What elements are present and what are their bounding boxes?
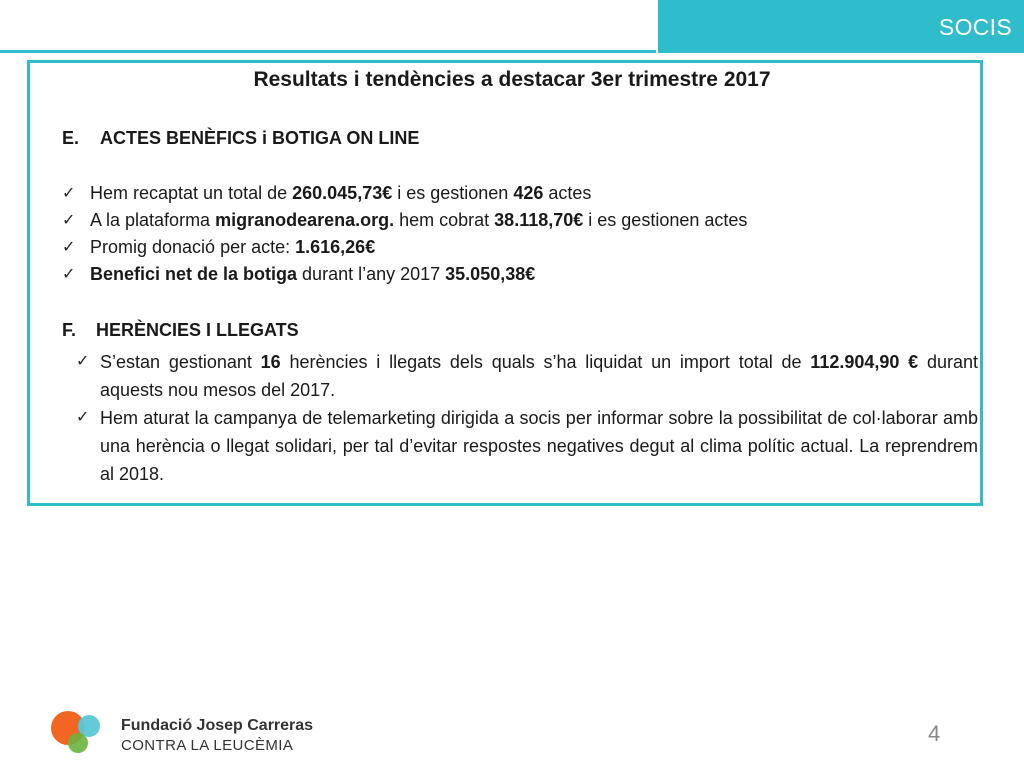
- header-divider: [0, 50, 656, 53]
- list-item: ✓ Hem aturat la campanya de telemarketing dirigida a socis per informar sobre la possibilitat de col·laborar amb una herència o llegat solidari, per tal d’evitar respostes negatives degut al clima polític actual. La reprendrem al 2018.: [76, 404, 978, 488]
- list-item: ✓ Benefici net de la botiga durant l’any 2017 35.050,38€: [62, 261, 747, 288]
- checkmark-icon: ✓: [62, 185, 76, 202]
- list-item: ✓ S’estan gestionant 16 herències i llegats dels quals s’ha liquidat un import total de 112.904,90 € durant aquests nou mesos del 2017.: [76, 348, 978, 404]
- page-number: 4: [928, 721, 941, 746]
- section-tab-label: SOCIS: [938, 14, 1012, 40]
- foundation-logo-icon: [48, 707, 108, 755]
- checkmark-icon: ✓: [76, 409, 90, 426]
- list-item: ✓ Hem recaptat un total de 260.045,73€ i es gestionen 426 actes: [62, 180, 747, 207]
- section-tab: [658, 0, 1024, 53]
- list-item: ✓ A la plataforma migranodearena.org. hem cobrat 38.118,70€ i es gestionen actes: [62, 207, 747, 234]
- section-f-letter: F.: [62, 320, 77, 340]
- checkmark-icon: ✓: [62, 212, 76, 229]
- section-e-heading: [62, 128, 419, 149]
- logo-tagline: CONTRA LA LEUCÈMIA: [121, 737, 294, 754]
- checkmark-icon: ✓: [62, 266, 76, 283]
- list-item: ✓ Promig donació per acte: 1.616,26€: [62, 234, 747, 261]
- section-f-list: [76, 348, 978, 488]
- slide-title: Resultats i tendències a destacar 3er trimestre 2017: [253, 68, 771, 91]
- checkmark-icon: ✓: [62, 239, 76, 256]
- section-e-list: [62, 180, 747, 288]
- section-e-title: ACTES BENÈFICS i BOTIGA ON LINE: [100, 128, 420, 148]
- section-f-title: HERÈNCIES I LLEGATS: [96, 320, 299, 340]
- section-f-heading: [62, 320, 299, 341]
- section-e-letter: E.: [62, 128, 80, 148]
- checkmark-icon: ✓: [76, 353, 90, 370]
- logo-name: Fundació Josep Carreras: [121, 717, 314, 734]
